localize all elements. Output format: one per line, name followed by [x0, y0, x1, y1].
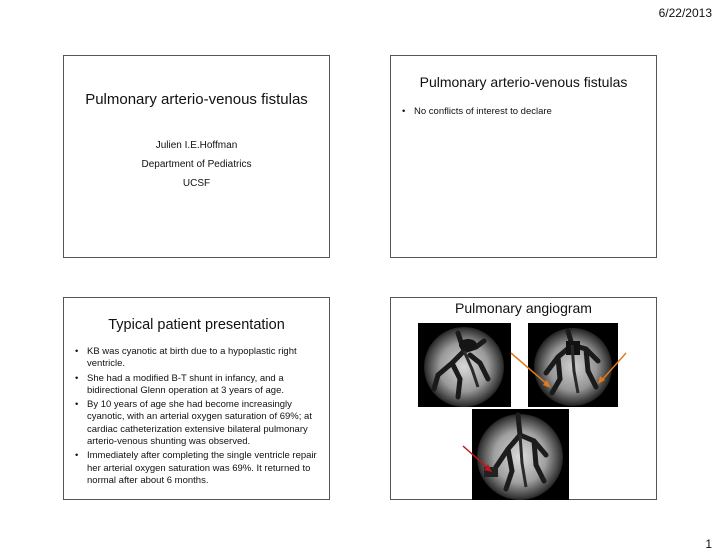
- bullet-item: • She had a modified B-T shunt in infancy, and a bidirectional Glenn operation at 3 years of age.: [73, 373, 319, 398]
- slide-3-bullet-list: [73, 346, 319, 489]
- author-name: Julien I.E.Hoffman: [155, 140, 238, 151]
- angiogram-image-1: [418, 323, 511, 407]
- author-institution: UCSF: [182, 178, 211, 189]
- bullet-item: • No conflicts of interest to declare: [400, 106, 646, 118]
- angiogram-image-2-graphic: [528, 323, 618, 407]
- angiogram-image-2: [528, 323, 618, 407]
- angiogram-image-1-graphic: [418, 323, 511, 407]
- slide-4-heading: Pulmonary angiogram: [455, 300, 592, 316]
- header-date: 6/22/2013: [658, 6, 712, 20]
- angiogram-image-3: [472, 409, 569, 500]
- bullet-item: • Immediately after completing the single ventricle repair her arterial oxygen saturation was 69%. It returned to normal after about 6 months.: [73, 450, 319, 487]
- slide-1-heading: Pulmonary arterio-venous fistulas: [85, 91, 308, 108]
- bullet-item: • By 10 years of age she had become increasingly cyanotic, with an arterial oxygen saturation of 69%; at cardiac catheterization extensive bilateral pulmonary arterio-venous shunting was observed.: [73, 399, 319, 448]
- slide-2-disclosure[interactable]: [390, 55, 657, 258]
- bullet-item: • KB was cyanotic at birth due to a hypoplastic right ventricle.: [73, 346, 319, 371]
- slide-1-title[interactable]: [63, 55, 330, 258]
- slide-1-author-block: [64, 136, 329, 193]
- angiogram-image-3-graphic: [472, 409, 569, 500]
- slide-3-heading: Typical patient presentation: [108, 317, 285, 333]
- slide-3-presentation[interactable]: [63, 297, 330, 500]
- slide-2-heading: Pulmonary arterio-venous fistulas: [419, 74, 628, 90]
- slide-2-bullet-list: [400, 106, 646, 120]
- slide-4-angiogram[interactable]: [390, 297, 657, 500]
- author-department: Department of Pediatrics: [141, 159, 252, 170]
- page-number: 1: [705, 537, 712, 551]
